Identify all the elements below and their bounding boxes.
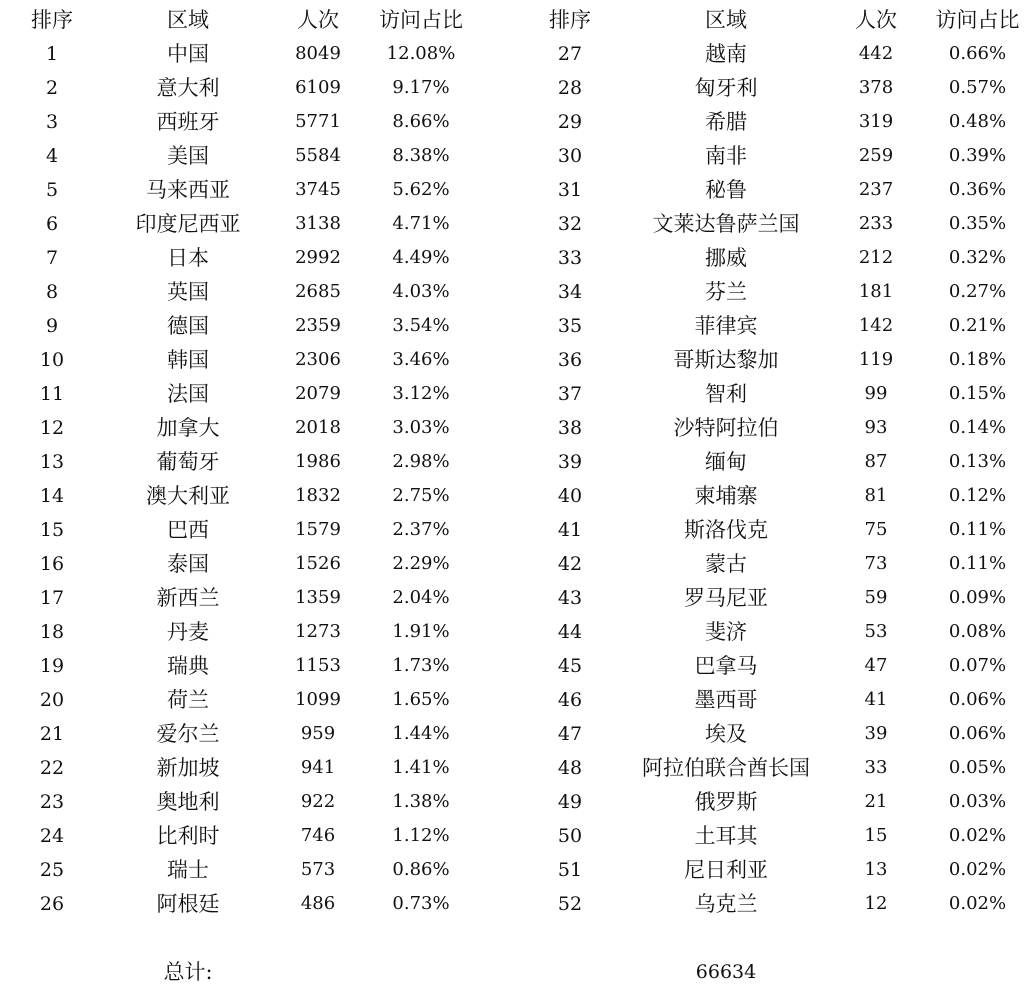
table-cell-share: 0.57% xyxy=(948,77,1007,98)
table-cell-rank: 49 xyxy=(557,791,583,813)
table-cell-share: 5.62% xyxy=(392,179,450,200)
header-rank-right: 排序 xyxy=(549,8,591,32)
table-cell-share: 3.03% xyxy=(392,417,450,438)
table-cell-share: 8.66% xyxy=(392,111,450,132)
table-cell-region: 菲律宾 xyxy=(694,314,758,338)
table-cell-rank: 23 xyxy=(39,791,65,813)
table-cell-region: 南非 xyxy=(705,144,747,168)
table-cell-rank: 24 xyxy=(39,825,65,847)
table-cell-share: 1.73% xyxy=(392,655,450,676)
table-cell-share: 0.18% xyxy=(948,349,1007,370)
table-cell-share: 4.71% xyxy=(392,213,450,234)
table-cell-share: 1.12% xyxy=(392,825,450,846)
table-cell-share: 0.02% xyxy=(948,893,1007,914)
table-cell-rank: 16 xyxy=(39,553,65,575)
table-cell-visits: 573 xyxy=(300,859,336,880)
table-cell-region: 韩国 xyxy=(167,348,209,372)
table-cell-share: 4.49% xyxy=(392,247,450,268)
table-cell-visits: 21 xyxy=(864,791,888,812)
table-cell-visits: 12 xyxy=(864,893,888,914)
table-cell-rank: 33 xyxy=(557,247,583,269)
table-cell-region: 文莱达鲁萨兰国 xyxy=(652,212,800,236)
table-cell-region: 希腊 xyxy=(705,110,747,134)
table-cell-region: 缅甸 xyxy=(705,450,747,474)
table-cell-rank: 30 xyxy=(557,145,583,167)
table-cell-visits: 941 xyxy=(300,757,336,778)
table-cell-region: 新加坡 xyxy=(156,756,220,780)
table-cell-rank: 35 xyxy=(557,315,583,337)
table-cell-region: 法国 xyxy=(167,382,209,406)
table-cell-rank: 28 xyxy=(557,77,583,99)
table-cell-rank: 6 xyxy=(45,213,59,235)
table-cell-rank: 26 xyxy=(39,893,65,915)
table-cell-region: 瑞典 xyxy=(167,654,209,678)
table-cell-region: 埃及 xyxy=(705,722,747,746)
table-cell-region: 巴拿马 xyxy=(694,654,758,678)
table-cell-region: 丹麦 xyxy=(167,620,209,644)
table-cell-share: 0.12% xyxy=(948,485,1007,506)
table-cell-region: 西班牙 xyxy=(156,110,220,134)
table-cell-share: 0.36% xyxy=(948,179,1007,200)
table-cell-share: 1.44% xyxy=(392,723,450,744)
table-cell-visits: 99 xyxy=(864,383,888,404)
table-cell-share: 0.02% xyxy=(948,859,1007,880)
table-cell-rank: 39 xyxy=(557,451,583,473)
table-cell-visits: 13 xyxy=(864,859,888,880)
table-cell-region: 印度尼西亚 xyxy=(135,212,241,236)
table-cell-share: 9.17% xyxy=(392,77,450,98)
table-cell-visits: 5771 xyxy=(295,111,341,132)
table-cell-rank: 12 xyxy=(39,417,65,439)
table-cell-visits: 1153 xyxy=(295,655,341,676)
table-cell-rank: 31 xyxy=(557,179,583,201)
table-cell-visits: 378 xyxy=(858,77,894,98)
table-cell-region: 匈牙利 xyxy=(694,76,758,100)
table-cell-visits: 212 xyxy=(858,247,894,268)
table-cell-rank: 11 xyxy=(39,383,65,405)
table-cell-share: 0.32% xyxy=(948,247,1007,268)
table-cell-rank: 50 xyxy=(557,825,583,847)
table-cell-share: 0.09% xyxy=(948,587,1007,608)
table-cell-region: 秘鲁 xyxy=(705,178,747,202)
header-share-left: 访问占比 xyxy=(379,8,463,32)
header-visits-right: 人次 xyxy=(855,8,897,32)
table-cell-visits: 73 xyxy=(864,553,888,574)
total-label: 总计: xyxy=(163,960,213,984)
table-cell-region: 奥地利 xyxy=(156,790,220,814)
table-cell-region: 澳大利亚 xyxy=(146,484,230,508)
table-cell-share: 0.11% xyxy=(948,519,1007,540)
table-cell-rank: 21 xyxy=(39,723,65,745)
table-cell-region: 阿根廷 xyxy=(156,892,220,916)
table-cell-region: 俄罗斯 xyxy=(694,790,758,814)
table-cell-region: 巴西 xyxy=(167,518,209,542)
table-cell-region: 爱尔兰 xyxy=(156,722,220,746)
table-cell-region: 葡萄牙 xyxy=(156,450,220,474)
table-cell-rank: 4 xyxy=(45,145,59,167)
table-cell-region: 荷兰 xyxy=(167,688,209,712)
table-cell-visits: 1832 xyxy=(295,485,341,506)
table-cell-rank: 42 xyxy=(557,553,583,575)
header-rank-left: 排序 xyxy=(31,8,73,32)
table-cell-rank: 29 xyxy=(557,111,583,133)
table-cell-share: 2.75% xyxy=(392,485,450,506)
table-cell-share: 0.07% xyxy=(948,655,1007,676)
table-cell-visits: 59 xyxy=(864,587,888,608)
table-cell-region: 越南 xyxy=(705,42,747,66)
table-cell-rank: 36 xyxy=(557,349,583,371)
table-cell-share: 0.86% xyxy=(392,859,450,880)
table-cell-rank: 1 xyxy=(45,43,59,65)
table-cell-visits: 2306 xyxy=(295,349,341,370)
table-cell-rank: 14 xyxy=(39,485,65,507)
table-cell-rank: 5 xyxy=(45,179,59,201)
table-cell-region: 沙特阿拉伯 xyxy=(673,416,779,440)
table-cell-share: 0.73% xyxy=(392,893,450,914)
table-cell-share: 4.03% xyxy=(392,281,450,302)
table-cell-share: 0.13% xyxy=(948,451,1007,472)
table-cell-visits: 1359 xyxy=(295,587,341,608)
table-cell-visits: 81 xyxy=(864,485,888,506)
table-cell-visits: 233 xyxy=(858,213,894,234)
table-cell-region: 阿拉伯联合酋长国 xyxy=(642,756,810,780)
table-cell-region: 意大利 xyxy=(156,76,220,100)
table-cell-rank: 15 xyxy=(39,519,65,541)
table-cell-rank: 34 xyxy=(557,281,583,303)
table-cell-visits: 47 xyxy=(864,655,888,676)
table-cell-region: 英国 xyxy=(167,280,209,304)
table-cell-share: 8.38% xyxy=(392,145,450,166)
table-cell-region: 柬埔寨 xyxy=(694,484,758,508)
table-cell-share: 0.48% xyxy=(948,111,1007,132)
table-cell-rank: 25 xyxy=(39,859,65,881)
table-cell-share: 2.37% xyxy=(392,519,450,540)
table-cell-region: 加拿大 xyxy=(156,416,220,440)
table-cell-visits: 1986 xyxy=(295,451,341,472)
header-visits-left: 人次 xyxy=(297,8,339,32)
table-cell-visits: 1099 xyxy=(295,689,341,710)
table-cell-rank: 40 xyxy=(557,485,583,507)
table-cell-share: 0.05% xyxy=(948,757,1007,778)
table-cell-region: 比利时 xyxy=(156,824,220,848)
table-cell-visits: 39 xyxy=(864,723,888,744)
table-cell-rank: 38 xyxy=(557,417,583,439)
table-cell-share: 0.03% xyxy=(948,791,1007,812)
table-cell-rank: 10 xyxy=(39,349,65,371)
table-cell-region: 哥斯达黎加 xyxy=(673,348,779,372)
table-cell-rank: 51 xyxy=(557,859,583,881)
table-cell-rank: 27 xyxy=(557,43,583,65)
table-cell-region: 挪威 xyxy=(705,246,747,270)
table-cell-visits: 259 xyxy=(858,145,894,166)
table-cell-region: 美国 xyxy=(167,144,209,168)
table-cell-region: 斐济 xyxy=(705,620,747,644)
table-cell-visits: 1273 xyxy=(295,621,341,642)
table-cell-visits: 87 xyxy=(864,451,888,472)
table-cell-rank: 41 xyxy=(557,519,583,541)
table-cell-share: 0.11% xyxy=(948,553,1007,574)
table-cell-region: 瑞士 xyxy=(167,858,209,882)
table-cell-rank: 8 xyxy=(45,281,59,303)
table-cell-share: 0.02% xyxy=(948,825,1007,846)
table-cell-visits: 2359 xyxy=(295,315,341,336)
table-cell-rank: 32 xyxy=(557,213,583,235)
header-region-right: 区域 xyxy=(705,8,747,32)
table-cell-share: 0.08% xyxy=(948,621,1007,642)
table-cell-visits: 93 xyxy=(864,417,888,438)
table-cell-rank: 37 xyxy=(557,383,583,405)
table-cell-visits: 2685 xyxy=(295,281,341,302)
table-cell-rank: 20 xyxy=(39,689,65,711)
table-cell-region: 尼日利亚 xyxy=(684,858,768,882)
table-cell-share: 0.15% xyxy=(948,383,1007,404)
table-cell-share: 0.06% xyxy=(948,689,1007,710)
table-cell-visits: 33 xyxy=(864,757,888,778)
table-cell-share: 3.54% xyxy=(392,315,450,336)
table-cell-rank: 19 xyxy=(39,655,65,677)
table-cell-region: 蒙古 xyxy=(705,552,747,576)
table-cell-visits: 119 xyxy=(858,349,894,370)
table-cell-rank: 18 xyxy=(39,621,65,643)
table-cell-rank: 45 xyxy=(557,655,583,677)
table-cell-visits: 41 xyxy=(864,689,888,710)
table-cell-visits: 6109 xyxy=(295,77,341,98)
table-cell-rank: 13 xyxy=(39,451,65,473)
table-cell-rank: 22 xyxy=(39,757,65,779)
table-cell-region: 中国 xyxy=(167,42,209,66)
table-cell-region: 乌克兰 xyxy=(694,892,758,916)
table-cell-region: 德国 xyxy=(167,314,209,338)
table-cell-region: 泰国 xyxy=(167,552,209,576)
table-cell-share: 0.66% xyxy=(948,43,1007,64)
table-cell-visits: 486 xyxy=(300,893,336,914)
table-cell-region: 芬兰 xyxy=(705,280,747,304)
table-cell-visits: 2018 xyxy=(295,417,341,438)
table-cell-visits: 3138 xyxy=(295,213,341,234)
table-cell-share: 0.39% xyxy=(948,145,1007,166)
table-cell-rank: 2 xyxy=(45,77,59,99)
table-cell-rank: 3 xyxy=(45,111,59,133)
table-cell-rank: 44 xyxy=(557,621,583,643)
table-cell-share: 2.29% xyxy=(392,553,450,574)
table-cell-visits: 1579 xyxy=(295,519,341,540)
table-cell-share: 0.27% xyxy=(948,281,1007,302)
total-value: 66634 xyxy=(695,961,757,983)
table-cell-region: 斯洛伐克 xyxy=(684,518,768,542)
table-cell-visits: 181 xyxy=(858,281,894,302)
table-cell-visits: 2992 xyxy=(295,247,341,268)
table-cell-region: 智利 xyxy=(705,382,747,406)
table-cell-region: 墨西哥 xyxy=(694,688,758,712)
table-cell-rank: 47 xyxy=(557,723,583,745)
table-cell-rank: 52 xyxy=(557,893,583,915)
table-cell-share: 0.21% xyxy=(948,315,1007,336)
table-cell-share: 0.14% xyxy=(948,417,1007,438)
table-cell-visits: 142 xyxy=(858,315,894,336)
table-cell-share: 1.38% xyxy=(392,791,450,812)
table-cell-visits: 746 xyxy=(300,825,336,846)
table-cell-share: 3.46% xyxy=(392,349,450,370)
table-cell-rank: 9 xyxy=(45,315,59,337)
table-cell-share: 1.41% xyxy=(392,757,450,778)
table-cell-share: 0.06% xyxy=(948,723,1007,744)
table-cell-rank: 46 xyxy=(557,689,583,711)
table-cell-visits: 959 xyxy=(300,723,336,744)
table-cell-visits: 75 xyxy=(864,519,888,540)
table-cell-visits: 8049 xyxy=(295,43,341,64)
table-cell-region: 罗马尼亚 xyxy=(684,586,768,610)
table-cell-rank: 43 xyxy=(557,587,583,609)
table-cell-share: 1.65% xyxy=(392,689,450,710)
table-cell-visits: 319 xyxy=(858,111,894,132)
header-region-left: 区域 xyxy=(167,8,209,32)
table-cell-region: 马来西亚 xyxy=(146,178,230,202)
table-cell-visits: 5584 xyxy=(295,145,341,166)
table-cell-share: 12.08% xyxy=(386,43,456,64)
table-cell-visits: 1526 xyxy=(295,553,341,574)
table-cell-visits: 3745 xyxy=(295,179,341,200)
table-cell-visits: 15 xyxy=(864,825,888,846)
table-cell-share: 3.12% xyxy=(392,383,450,404)
table-cell-visits: 922 xyxy=(300,791,336,812)
table-cell-share: 0.35% xyxy=(948,213,1007,234)
table-cell-visits: 53 xyxy=(864,621,888,642)
table-cell-rank: 48 xyxy=(557,757,583,779)
header-share-right: 访问占比 xyxy=(935,8,1020,32)
table-cell-visits: 237 xyxy=(858,179,894,200)
table-cell-region: 土耳其 xyxy=(694,824,758,848)
table-cell-region: 日本 xyxy=(167,246,209,270)
table-cell-region: 新西兰 xyxy=(156,586,220,610)
table-cell-share: 2.98% xyxy=(392,451,450,472)
table-cell-share: 1.91% xyxy=(392,621,450,642)
table-cell-rank: 7 xyxy=(45,247,59,269)
table-cell-visits: 442 xyxy=(858,43,894,64)
table-cell-rank: 17 xyxy=(39,587,65,609)
table-cell-share: 2.04% xyxy=(392,587,450,608)
table-cell-visits: 2079 xyxy=(295,383,341,404)
